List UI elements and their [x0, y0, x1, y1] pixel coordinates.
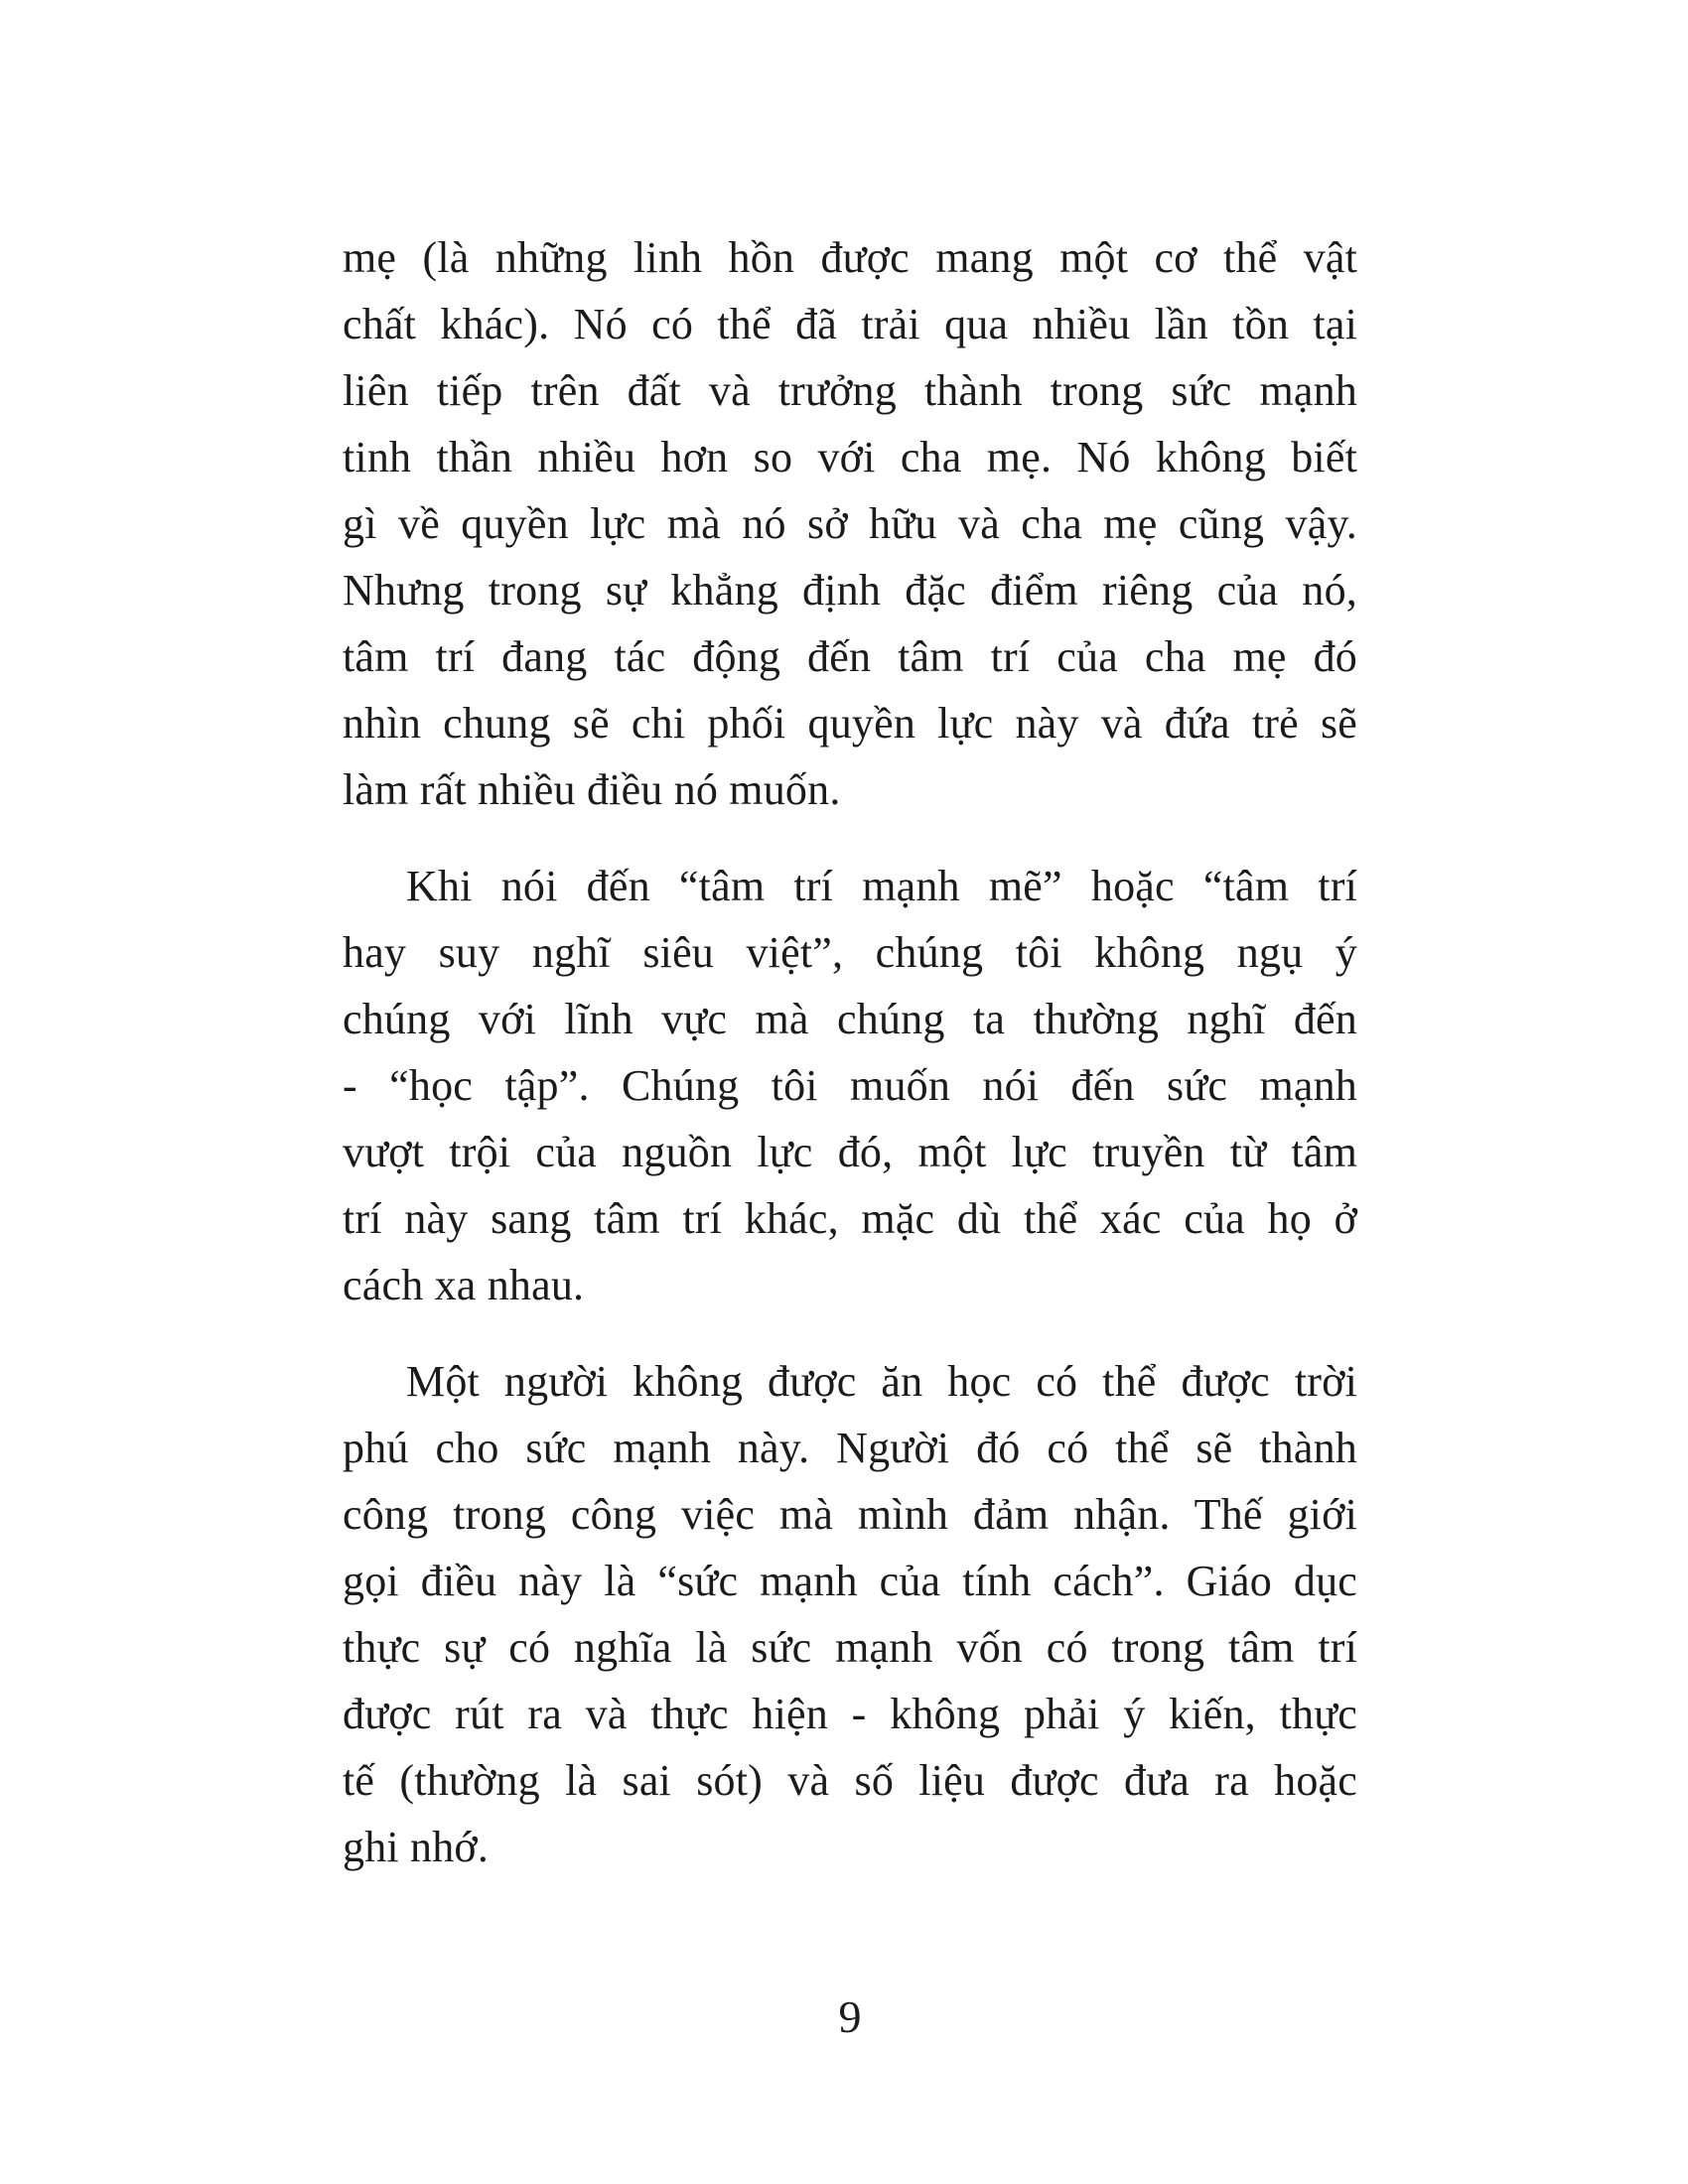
text-line: trí này sang tâm trí khác, mặc dù thể xác của họ ở — [343, 1194, 1357, 1243]
text-line: nhìn chung sẽ chi phối quyền lực này và đứa trẻ sẽ — [343, 699, 1357, 748]
text-line: mẹ (là những linh hồn được mang một cơ thể vật — [343, 233, 1357, 282]
text-line: Nhưng trong sự khẳng định đặc điểm riêng của nó, — [343, 566, 1357, 614]
text-line: phú cho sức mạnh này. Người đó có thể sẽ thành — [343, 1424, 1357, 1472]
text-line: được rút ra và thực hiện - không phải ý kiến, thực — [343, 1690, 1357, 1738]
text-line: tâm trí đang tác động đến tâm trí của cha mẹ đó — [343, 632, 1357, 681]
page-body — [343, 224, 1357, 1880]
text-line: hay suy nghĩ siêu việt”, chúng tôi không ngụ ý — [343, 928, 1357, 977]
text-line: chất khác). Nó có thể đã trải qua nhiều lần tồn tại — [343, 300, 1357, 348]
text-line: cách xa nhau. — [343, 1261, 585, 1309]
paragraph — [343, 853, 1357, 1318]
text-line: vượt trội của nguồn lực đó, một lực truyền từ tâm — [343, 1128, 1357, 1176]
page-number: 9 — [838, 1991, 862, 2042]
text-line: chúng với lĩnh vực mà chúng ta thường nghĩ đến — [343, 995, 1357, 1043]
paragraph — [343, 224, 1357, 823]
text-line: tinh thần nhiều hơn so với cha mẹ. Nó không biết — [343, 433, 1357, 481]
text-line: gì về quyền lực mà nó sở hữu và cha mẹ cũng vậy. — [343, 499, 1357, 548]
paragraph — [343, 1348, 1357, 1880]
text-line: làm rất nhiều điều nó muốn. — [343, 765, 841, 814]
text-line: ghi nhớ. — [343, 1823, 490, 1871]
text-line: công trong công việc mà mình đảm nhận. Thế giới — [343, 1490, 1357, 1539]
text-line: gọi điều này là “sức mạnh của tính cách”. Giáo dục — [343, 1557, 1357, 1605]
text-line: tế (thường là sai sót) và số liệu được đưa ra hoặc — [343, 1756, 1357, 1805]
text-line: Khi nói đến “tâm trí mạnh mẽ” hoặc “tâm trí — [406, 862, 1357, 910]
text-line: thực sự có nghĩa là sức mạnh vốn có trong tâm trí — [343, 1623, 1357, 1672]
text-line: - “học tập”. Chúng tôi muốn nói đến sức mạnh — [343, 1061, 1357, 1110]
text-line: Một người không được ăn học có thể được trời — [406, 1357, 1357, 1406]
text-line: liên tiếp trên đất và trưởng thành trong sức mạnh — [343, 366, 1357, 415]
